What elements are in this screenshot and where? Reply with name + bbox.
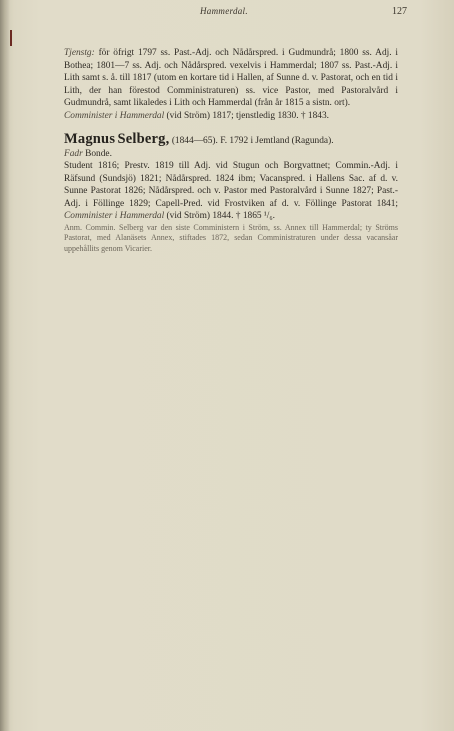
father-occupation: Bonde.: [85, 148, 112, 159]
biography-career: Student 1816; Prestv. 1819 till Adj. vid Stugun och Borgvattnet; Commin.-Adj. i Räfsund (Sundsjö) 1821; Nådårspred. 1824 ibm; Vacanspred. i Hallens Sac. af d. v. Sunne Pastorat 1826; Nådårspred. och v. Pastor med Pastoralvård i Sunne 1827; Past.-Adj. i Föllinge 1829; Capell-Pred. vid Frostviken af d. v. Föllinge Pastorat 1841;: [64, 161, 398, 209]
father-label: Fadr: [64, 148, 83, 159]
person-first-name: Magnus: [64, 131, 116, 147]
bookmark-ribbon: [10, 30, 12, 46]
person-surname: Selberg,: [117, 131, 170, 147]
person-dates: (1844—65). F. 1792 i Jemtland (Ragunda).: [171, 136, 334, 146]
page-number: 127: [392, 6, 407, 17]
comminister-title: Comminister i Hammerdal: [64, 110, 165, 121]
paragraph-continuation-text: för öfrigt 1797 ss. Past.-Adj. och Nådårspred. i Gudmundrå; 1800 ss. Adj. i Bothea; 1801—7 ss. Adj. och Nådårspred. vexelvis i Hammerdal; 1807 ss. Past.-Adj. i Lith samt s. å. till 1817 (utom en kortare tid i Hallen, af Sunne d. v. Pastorat, och en tid i Lith, der han förestod Comministraturen) ss. vice Pastor, med Pastoralvård i Gudmundrå, samt likaledes i Lith och Hammerdal (från år 1815 a sistn. ort).: [64, 48, 398, 108]
biography-tail: (vid Ström) 1844. † 1865 ¹/₆.: [166, 211, 275, 221]
father-line: [64, 148, 398, 161]
biography-title: Comminister i Hammerdal: [64, 211, 165, 221]
biography-heading: [64, 133, 398, 148]
comminister-line: [64, 110, 398, 123]
footnote-remark: Anm. Commin. Selberg var den siste Comministern i Ström, ss. Annex till Hammerdal; ty Ströms Pastorat, med Alanäsets Annex, stiftades 1872, sedan Comministraturen under dessa vacansåar uppehållits genom Vicarier.: [64, 222, 398, 253]
page-header: [0, 0, 454, 20]
gutter-shadow: [0, 0, 10, 731]
comminister-line-text: (vid Ström) 1817; tjenstledig 1830. † 1843.: [166, 110, 330, 121]
running-head: Hammerdal.: [200, 6, 248, 16]
biography-text: [64, 160, 398, 223]
paragraph-continuation: [64, 47, 398, 110]
page-body: [64, 47, 398, 254]
tjenstg-label: Tjenstg:: [64, 48, 95, 58]
